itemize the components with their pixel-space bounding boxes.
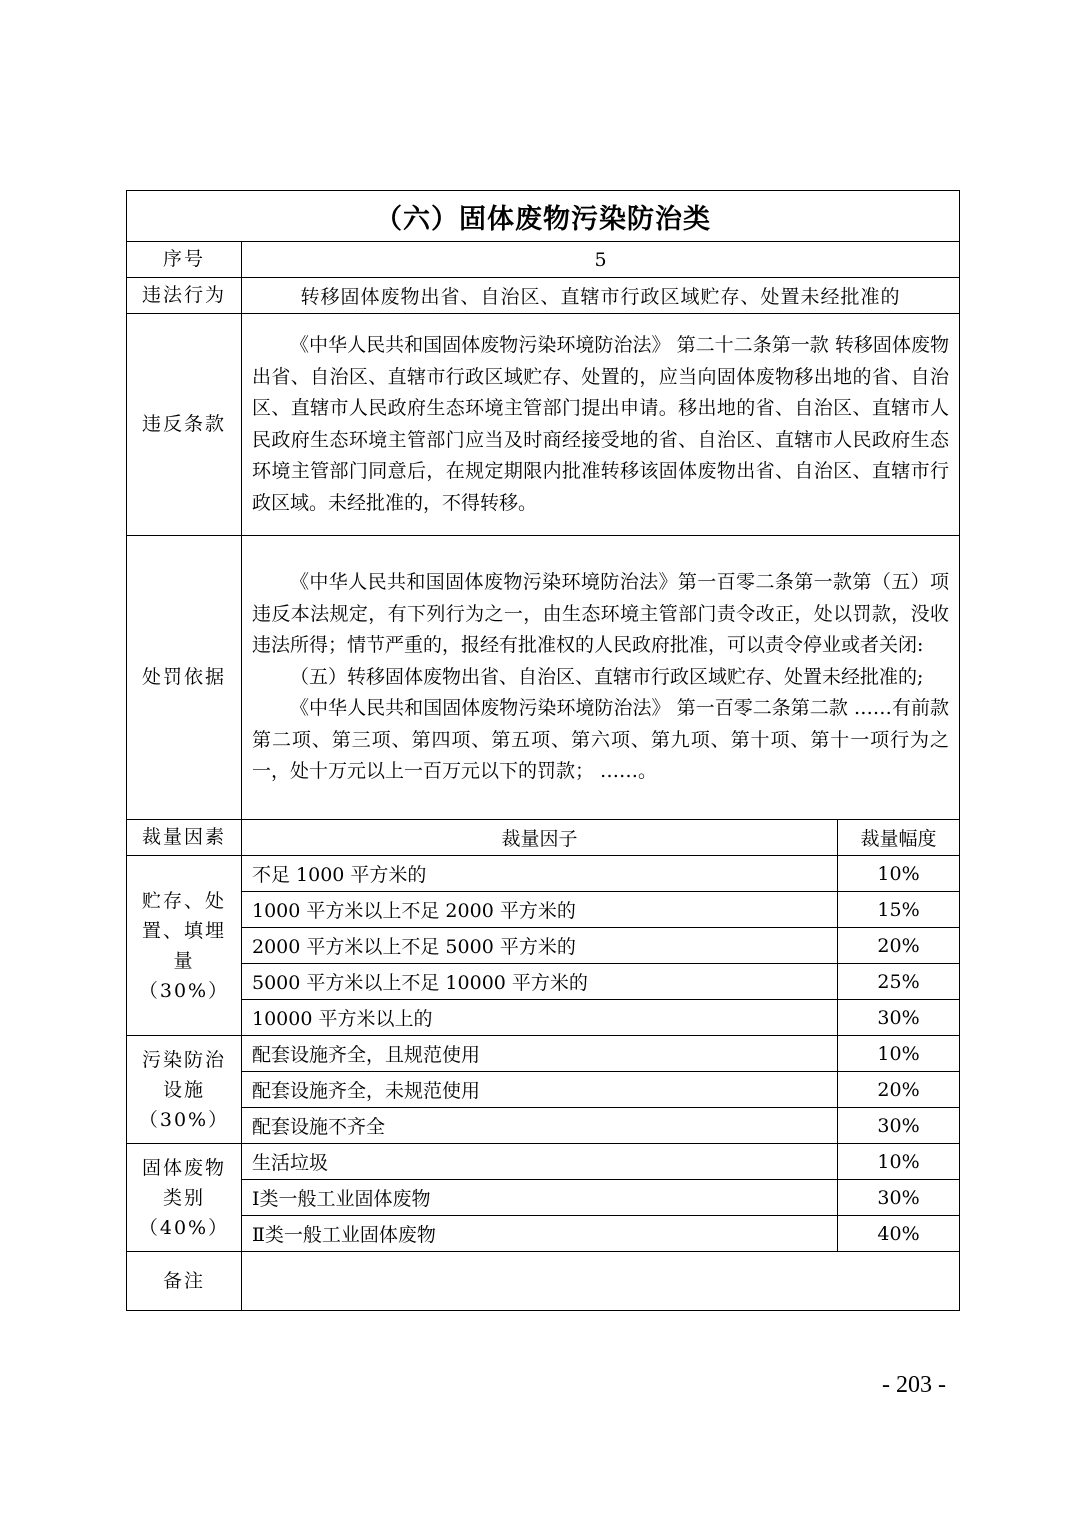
violated-clause-label: 违反条款: [127, 314, 242, 536]
violation-value: 转移固体废物出省、自治区、直辖市行政区域贮存、处置未经批准的: [242, 278, 960, 314]
page-number: - 203 -: [882, 1372, 946, 1398]
penalty-basis-paragraph: 《中华人民共和国固体废物污染环境防治法》第一百零二条第一款第（五）项 违反本法规定，有下列行为之一，由生态环境主管部门责令改正，处以罚款，没收违法所得；情节严重的，报经有批准权的人民政府批准，可以责令停业或者关闭:: [252, 571, 950, 657]
violation-label: 违法行为: [127, 278, 242, 314]
range-cell: 20%: [838, 1072, 960, 1108]
factor-cell: 2000 平方米以上不足 5000 平方米的: [242, 928, 838, 964]
factor-cell: 10000 平方米以上的: [242, 1000, 838, 1036]
seq-label: 序号: [127, 242, 242, 278]
factor-cell: 5000 平方米以上不足 10000 平方米的: [242, 964, 838, 1000]
range-cell: 25%: [838, 964, 960, 1000]
range-cell: 10%: [838, 1144, 960, 1180]
table-title: （六）固体废物污染防治类: [127, 191, 960, 242]
range-cell: 10%: [838, 1036, 960, 1072]
factor-cell: 配套设施齐全，未规范使用: [242, 1072, 838, 1108]
penalty-basis-text: [242, 536, 960, 820]
factor-cell: 配套设施齐全，且规范使用: [242, 1036, 838, 1072]
factor-header-label: 裁量因素: [127, 820, 242, 856]
factor-cell: 1000 平方米以上不足 2000 平方米的: [242, 892, 838, 928]
range-cell: 15%: [838, 892, 960, 928]
factor-cell: Ⅰ类一般工业固体废物: [242, 1180, 838, 1216]
range-cell: 30%: [838, 1180, 960, 1216]
range-cell: 30%: [838, 1000, 960, 1036]
factor-group-label: 固体废物 类别 （40%）: [127, 1144, 242, 1252]
factor-group-label: 污染防治 设施 （30%）: [127, 1036, 242, 1144]
remarks-value: [242, 1252, 960, 1311]
penalty-table: [126, 190, 960, 1311]
factor-header-factor: 裁量因子: [242, 820, 838, 856]
range-cell: 10%: [838, 856, 960, 892]
factor-group-label: 贮存、处 置、填埋 量 （30%）: [127, 856, 242, 1036]
range-cell: 40%: [838, 1216, 960, 1252]
factor-cell: 配套设施不齐全: [242, 1108, 838, 1144]
range-cell: 20%: [838, 928, 960, 964]
factor-header-range: 裁量幅度: [838, 820, 960, 856]
penalty-basis-paragraph: 《中华人民共和国固体废物污染环境防治法》 第一百零二条第二款 ……有前款第二项、第三项、第四项、第五项、第六项、第九项、第十项、第十一项行为之一，处十万元以上一百万元以下的罚款； ……。: [252, 697, 950, 783]
remarks-label: 备注: [127, 1252, 242, 1311]
violated-clause-text: [242, 314, 960, 536]
seq-value: 5: [242, 242, 960, 278]
factor-cell: 生活垃圾: [242, 1144, 838, 1180]
violated-clause-paragraph: 《中华人民共和国固体废物污染环境防治法》 第二十二条第一款 转移固体废物出省、自治区、直辖市行政区域贮存、处置的，应当向固体废物移出地的省、自治区、直辖市人民政府生态环境主管部门提出申请。移出地的省、自治区、直辖市人民政府生态环境主管部门应当及时商经接受地的省、自治区、直辖市人民政府生态环境主管部门同意后，在规定期限内批准转移该固体废物出省、自治区、直辖市行政区域。未经批准的，不得转移。: [252, 334, 950, 514]
penalty-basis-label: 处罚依据: [127, 536, 242, 820]
penalty-basis-paragraph: （五）转移固体废物出省、自治区、直辖市行政区域贮存、处置未经批准的;: [290, 665, 924, 688]
factor-cell: Ⅱ类一般工业固体废物: [242, 1216, 838, 1252]
factor-cell: 不足 1000 平方米的: [242, 856, 838, 892]
range-cell: 30%: [838, 1108, 960, 1144]
